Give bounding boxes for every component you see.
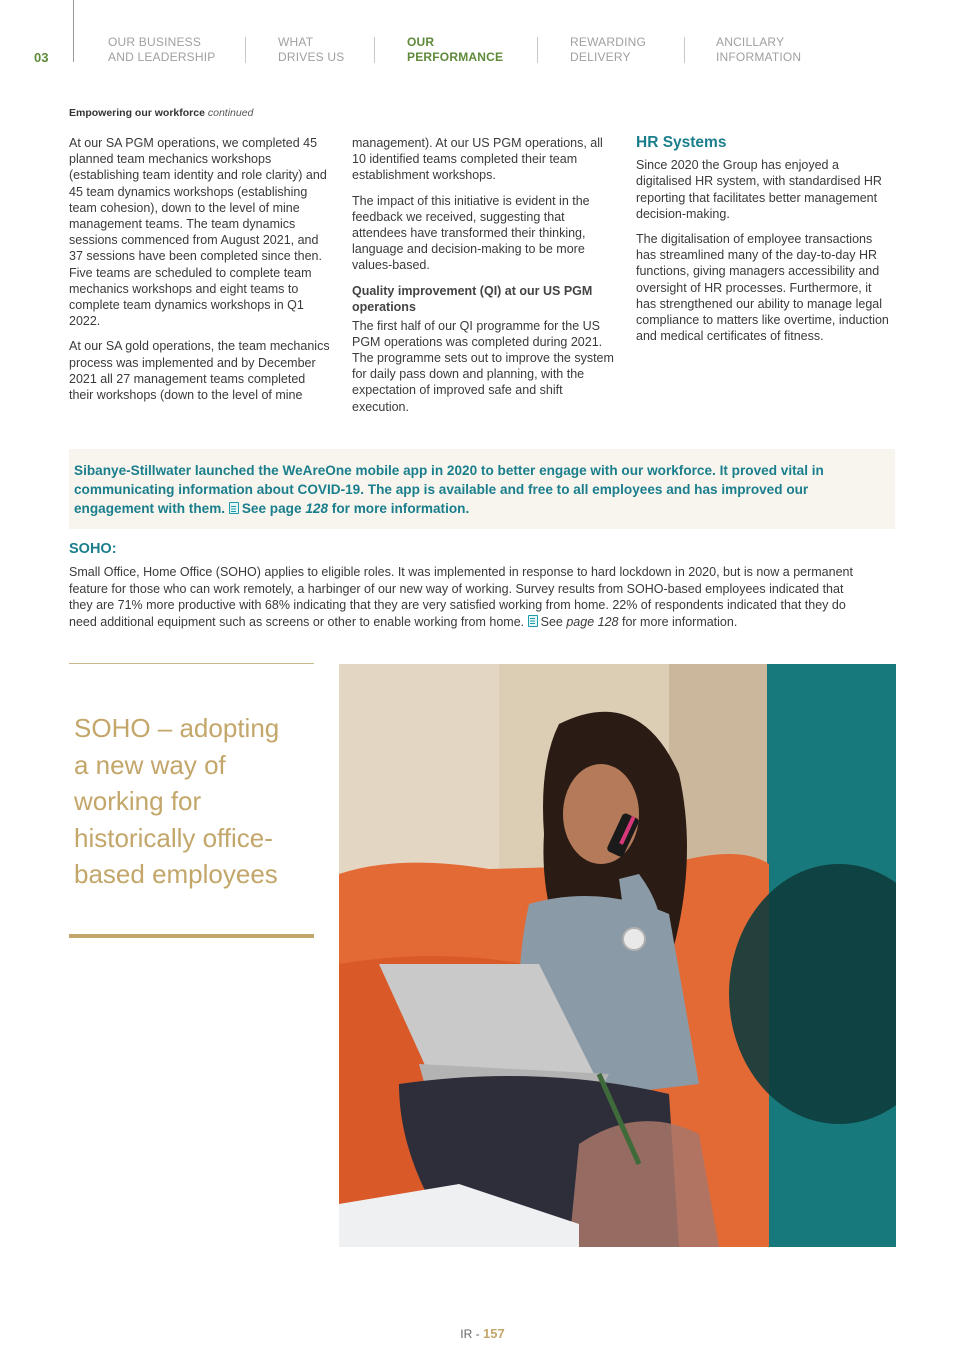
chapter-number: 03: [34, 50, 49, 65]
footer-prefix: IR -: [460, 1327, 480, 1341]
nav-line: PERFORMANCE: [407, 50, 504, 64]
nav-separator: [684, 37, 685, 63]
page-footer: [0, 1326, 965, 1341]
soho-ref-page[interactable]: page 128: [566, 614, 619, 629]
nav-line: REWARDING: [570, 35, 647, 49]
foreground-hand: [569, 1121, 719, 1247]
heading-hr-systems: HR Systems: [636, 134, 727, 151]
nav-our-performance[interactable]: [407, 35, 503, 65]
photo-woman-working-from-home: [339, 664, 896, 1247]
header-divider: [73, 0, 74, 62]
nav-line: WHAT: [278, 35, 314, 49]
subheading-qi: Quality improvement (QI) at our US PGM operations: [352, 283, 593, 314]
paragraph: Since 2020 the Group has enjoyed a digitalised HR system, with standardised HR reporting that facilitates better management decision-making.: [636, 158, 882, 221]
text-column-2: [352, 135, 614, 424]
pull-quote: [74, 710, 314, 893]
pull-quote-line: SOHO – adopting: [74, 713, 280, 743]
callout-ref-suffix: for more information.: [331, 501, 470, 516]
nav-line: OUR BUSINESS: [108, 35, 202, 49]
paragraph: The digitalisation of employee transactions has streamlined many of the day-to-day HR functions, giving managers accessibility and oversight of HR processes. Furthermore, it has strengthened our ability to manage legal compliance to matters like overtime, induction and medical certificates of fitness.: [636, 232, 889, 344]
nav-ancillary-information[interactable]: [716, 35, 801, 65]
pull-quote-line: historically office-: [74, 822, 273, 853]
nav-separator: [374, 37, 375, 63]
callout-ref-prefix[interactable]: See page: [241, 501, 302, 516]
callout-body: Sibanye-Stillwater launched the WeAreOne mobile app in 2020 to better engage with our workforce. It proved vital in communicating information about COVID-19. The app is available and free to all employees and has improved our engagement with them.: [74, 463, 824, 516]
soho-ref-suffix: for more information.: [621, 614, 738, 629]
soho-body-text: Small Office, Home Office (SOHO) applies to eligible roles. It was implemented in response to hard lockdown in 2020, but is now a permanent feature for those who can work remotely, a harbinger of our new way of working. Survey results from SOHO-based employees indicated that they are 71% more productive with 68% indicating that they are very satisfied working from home. 22% of respondents indicated that they do need additional equipment such as screens or other to enable working from home.: [69, 565, 853, 629]
page-number: 157: [482, 1326, 505, 1341]
nav-our-business[interactable]: [108, 35, 216, 65]
callout-box: [69, 449, 895, 529]
paragraph: The first half of our QI programme for the US PGM operations was completed during 2021. The programme sets out to improve the system for daily pass down and planning, with the expectation of improved safe and shift execution.: [352, 318, 614, 414]
document-reference-icon: [229, 502, 239, 514]
watch: [623, 928, 645, 950]
document-reference-icon: [528, 615, 538, 627]
section-label: [69, 107, 253, 119]
nav-line: OUR: [407, 35, 435, 49]
nav-rewarding-delivery[interactable]: [570, 35, 646, 65]
paragraph: management). At our US PGM operations, all 10 identified teams completed their team establishment workshops.: [352, 136, 603, 183]
photo-illustration: [339, 664, 896, 1247]
pull-quote-line: based employees: [74, 859, 278, 889]
nav-what-drives-us[interactable]: [278, 35, 344, 65]
section-suffix: continued: [207, 107, 254, 119]
nav-separator: [537, 37, 538, 63]
nav-line: INFORMATION: [716, 50, 802, 64]
text-column-1: [69, 135, 331, 412]
nav-line: ANCILLARY: [716, 35, 785, 49]
paragraph: At our SA PGM operations, we completed 45 planned team mechanics workshops (establishing team identity and role clarity) and 45 team dynamics workshops (establishing team cohesion), down to the level of mine management teams. The team dynamics sessions commenced from August 2021, and 37 sessions have been completed since then. Five teams are scheduled to complete team mechanics workshops and eight teams to complete team dynamics workshops in Q1 2022.: [69, 136, 327, 329]
nav-line: AND LEADERSHIP: [108, 50, 216, 64]
callout-text: [74, 461, 889, 518]
paragraph: The impact of this initiative is evident in the feedback we received, suggesting that attendees have transformed their thinking, language and decision-making to be more values-based.: [352, 193, 590, 273]
callout-ref-page[interactable]: 128: [305, 501, 329, 516]
nav-separator: [245, 37, 246, 63]
pull-quote-top-rule: [69, 663, 314, 664]
paragraph: At our SA gold operations, the team mechanics process was implemented and by December 2021 all 27 management teams completed their workshops (down to the level of mine: [69, 339, 330, 403]
soho-ref-prefix[interactable]: See: [540, 614, 563, 629]
soho-heading: SOHO:: [69, 541, 117, 557]
pull-quote-line: a new way of: [74, 749, 226, 780]
pull-quote-line: working for: [74, 786, 202, 816]
text-column-3: [636, 135, 894, 353]
pull-quote-bottom-rule: [69, 934, 314, 938]
section-title: Empowering our workforce: [69, 107, 205, 119]
soho-paragraph: [69, 564, 869, 630]
nav-line: DRIVES US: [278, 50, 345, 64]
nav-line: DELIVERY: [570, 50, 631, 64]
